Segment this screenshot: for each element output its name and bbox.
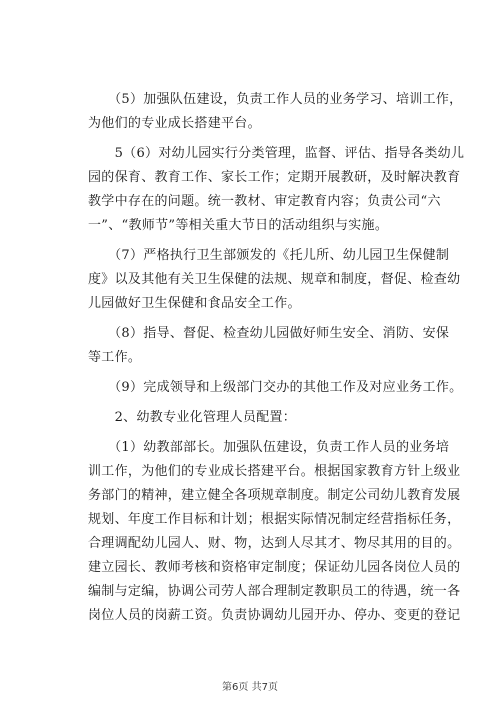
paragraph-department-head [88,436,461,628]
text-line: 编制与定编，协调公司劳人部合理制定教职员工的待遇，统一各 [88,584,461,599]
text-line: 务部门的精神，建立健全各项规章制度。制定公司幼儿教育发展 [88,488,461,503]
text-line: 一”、“教师节”等相关重大节日的活动组织与实施。 [88,218,389,233]
text-line: 为他们的专业成长搭建平台。 [88,116,261,131]
paragraph-item-8 [88,322,450,370]
text-line: 度》以及其他有关卫生保健的法规、规章和制度，督促、检查幼 [88,272,461,287]
document-body [88,88,465,628]
page-number-footer: 第6页 共7页 [222,682,278,693]
text-line: 等工作。 [88,350,142,365]
text-line: （7）严格执行卫生部颁发的《托儿所、幼儿园卫生保健制 [88,248,450,263]
text-line: 建立园长、教师考核和资格审定制度；保证幼儿园各岗位人员的 [88,560,461,575]
text-line: 合理调配幼儿园人、财、物，达到人尽其才、物尽其用的目的。 [88,536,461,551]
text-line: 规划、年度工作目标和计划；根据实际情况制定经营指标任务， [88,512,461,527]
text-line: （9）完成领导和上级部门交办的其他工作及对应业务工作。 [88,380,463,395]
text-line: （5）加强队伍建设，负责工作人员的业务学习、培训工作， [88,92,463,107]
text-line: 2、幼教专业化管理人员配置： [88,410,297,425]
text-line: （1）幼教部部长。加强队伍建设，负责工作人员的业务培 [88,440,450,455]
text-line: 岗位人员的岗薪工资。负责协调幼儿园开办、停办、变更的登记 [88,608,461,623]
section-heading-staff [88,406,418,430]
text-line: 教学中存在的问题。统一教材、审定教育内容；负责公司“六 [88,194,441,209]
text-line: 训工作，为他们的专业成长搭建平台。根据国家教育方针上级业 [88,464,461,479]
paragraph-item-9 [88,376,463,400]
text-line: 5（6）对幼儿园实行分类管理，监督、评估、指导各类幼儿 [88,146,465,161]
paragraph-item-6 [88,142,465,238]
text-line: （8）指导、督促、检查幼儿园做好师生安全、消防、安保 [88,326,450,341]
paragraph-item-5 [88,88,463,136]
text-line: 园的保育、教育工作、家长工作；定期开展教研，及时解决教育 [88,170,461,185]
paragraph-item-7 [88,244,461,316]
text-line: 儿园做好卫生保健和食品安全工作。 [88,296,301,311]
